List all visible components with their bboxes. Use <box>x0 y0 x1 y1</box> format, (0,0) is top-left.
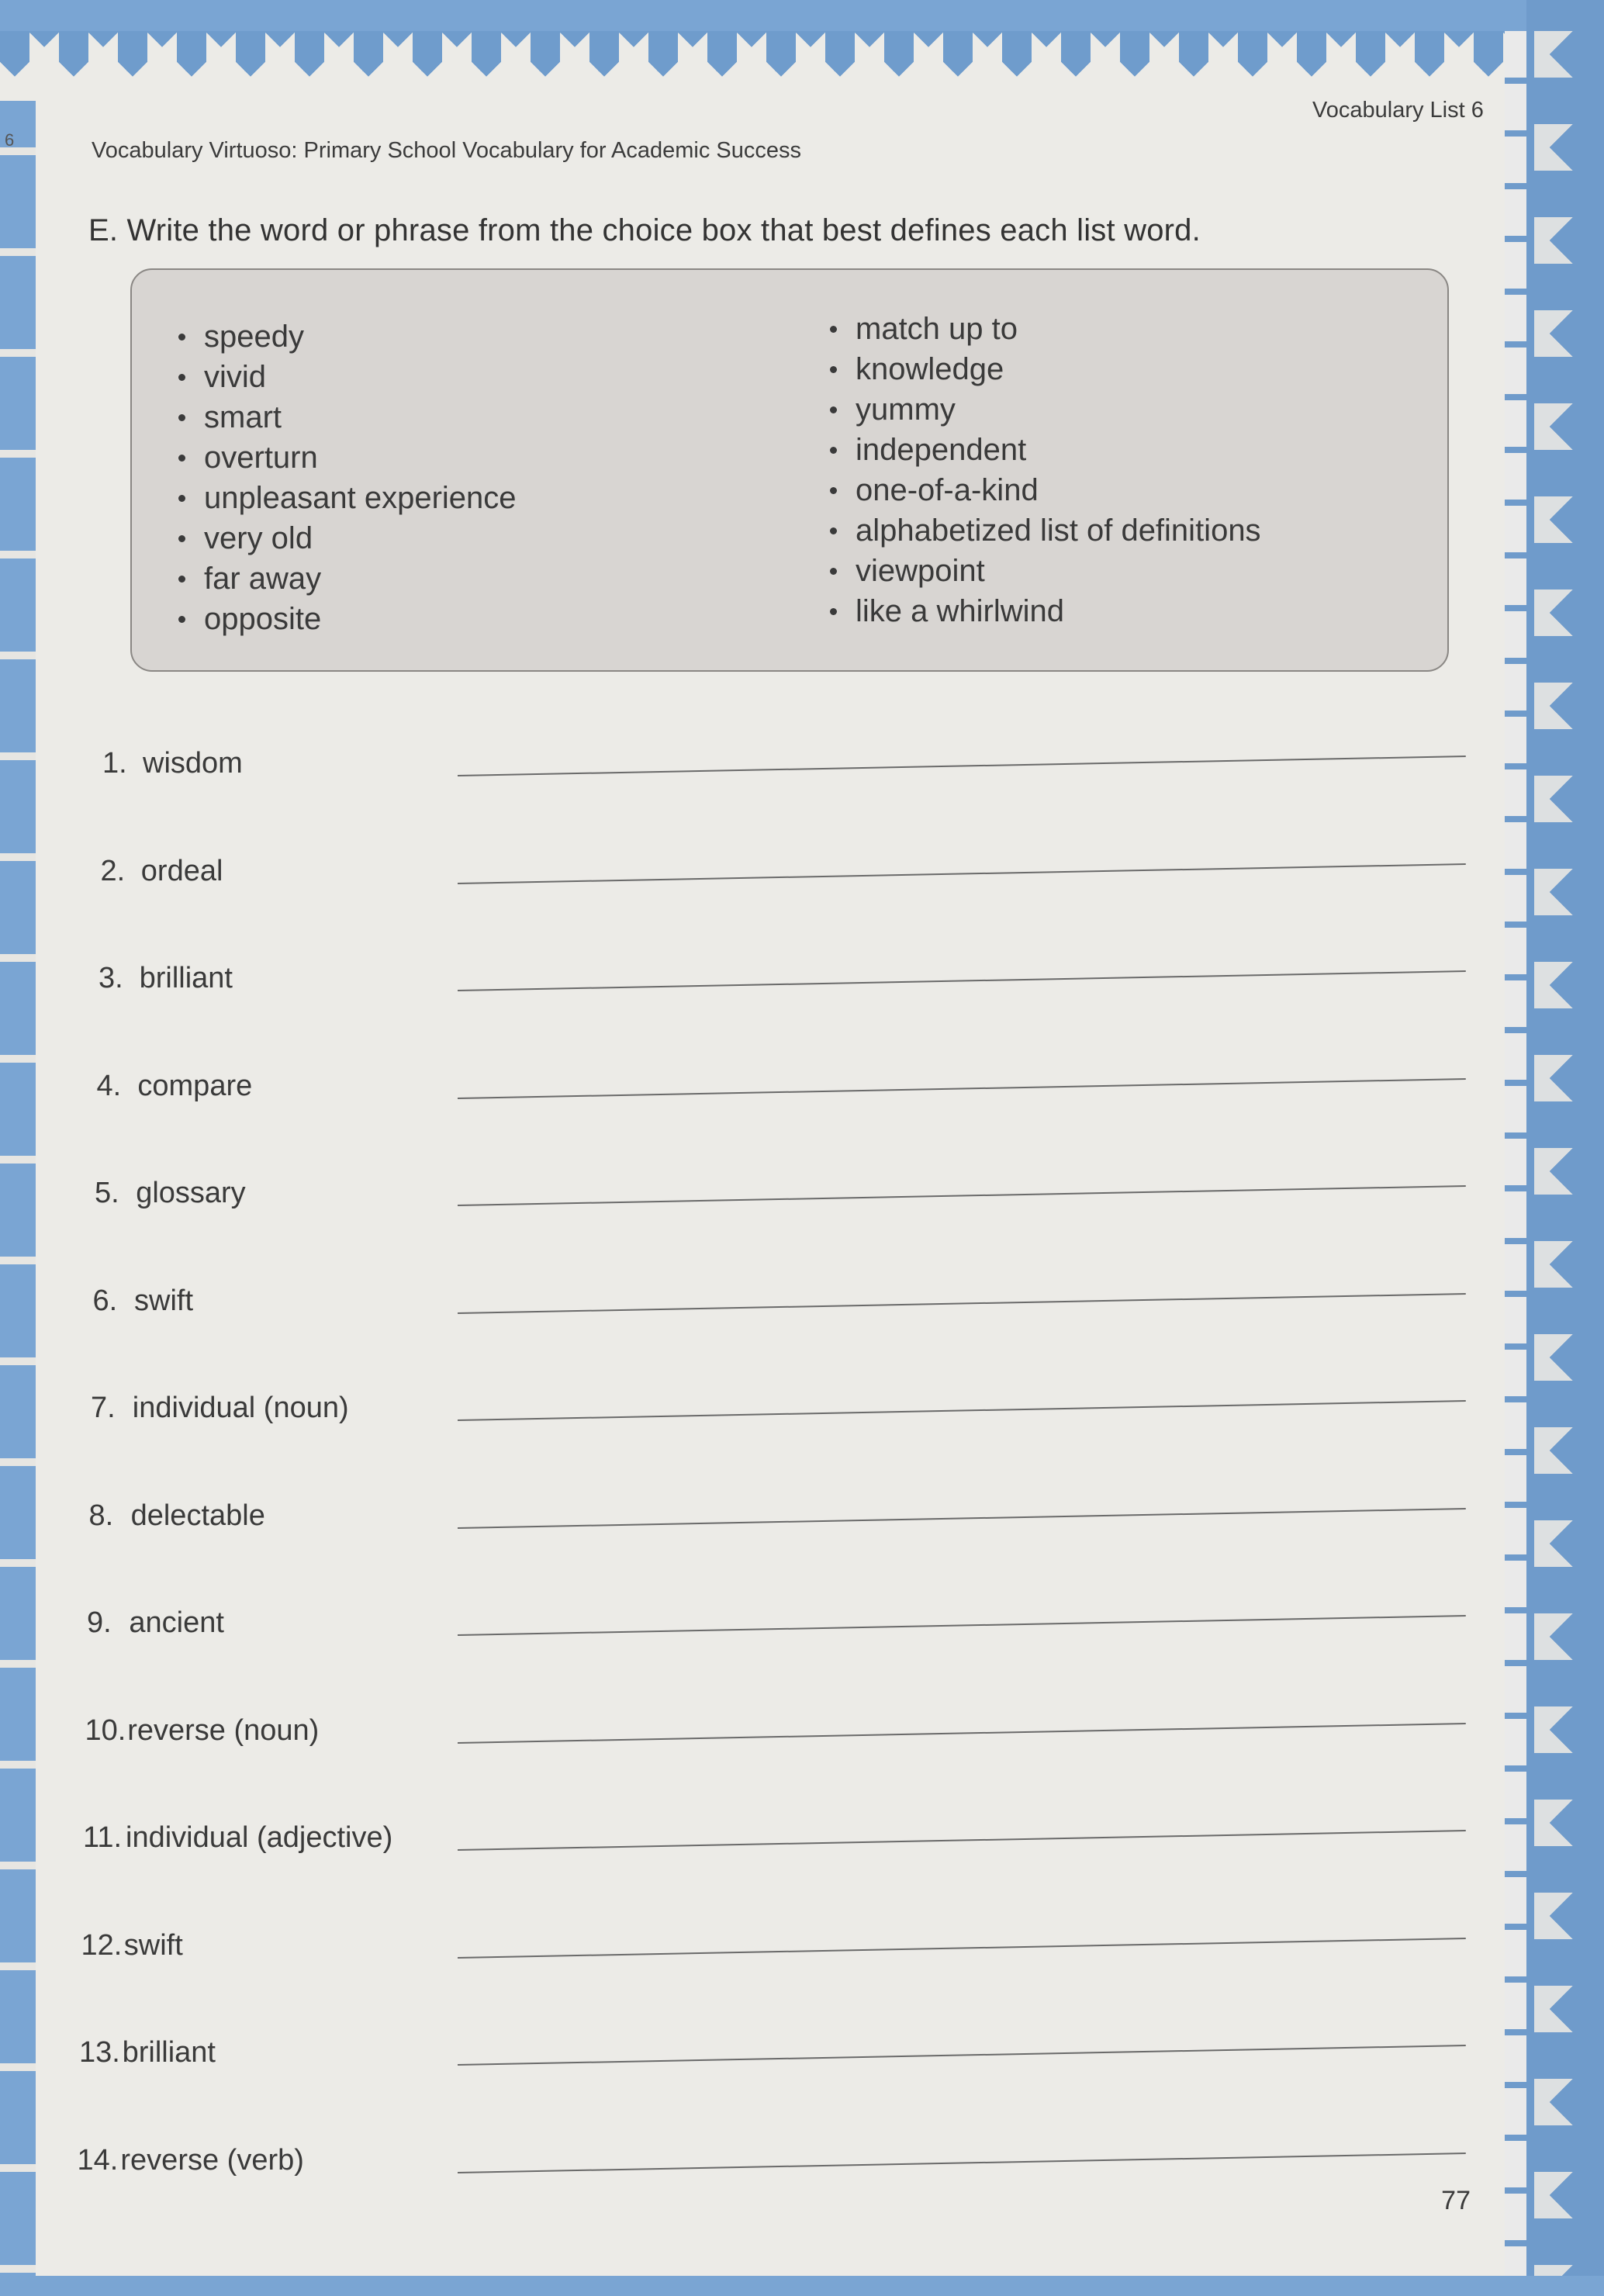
choice-item <box>830 510 1261 551</box>
choice-item <box>830 470 1261 510</box>
answer-line[interactable] <box>458 1078 1466 1099</box>
question-word: glossary <box>136 1177 246 1209</box>
bullet-icon <box>178 616 185 623</box>
choice-text: smart <box>204 399 282 434</box>
question-row <box>0 1278 1604 1385</box>
choice-text: viewpoint <box>856 553 985 588</box>
bullet-icon <box>830 326 837 333</box>
question-number: 11. <box>83 1821 123 1854</box>
answer-line[interactable] <box>458 1723 1466 1744</box>
bullet-icon <box>178 535 185 542</box>
question-number: 3. <box>99 962 123 994</box>
choice-column-left <box>178 316 517 639</box>
answer-line[interactable] <box>458 756 1466 776</box>
question-word: ordeal <box>140 854 223 887</box>
answer-line[interactable] <box>458 1185 1466 1206</box>
choice-text: overturn <box>204 440 318 475</box>
choice-item <box>178 599 517 639</box>
choice-item <box>178 357 517 397</box>
bullet-icon <box>830 568 837 575</box>
bottom-decorative-border <box>0 2276 1604 2296</box>
choice-item <box>178 437 517 478</box>
choice-item <box>178 518 517 558</box>
page-number-right: 77 <box>1441 2186 1471 2215</box>
choice-text: match up to <box>856 311 1018 346</box>
choice-text: knowledge <box>856 351 1004 386</box>
question-word: individual (noun) <box>132 1392 349 1424</box>
question-number: 13. <box>79 2036 120 2069</box>
answer-line[interactable] <box>458 1293 1466 1314</box>
question-word: individual (adjective) <box>126 1821 393 1854</box>
question-word: brilliant <box>139 962 233 994</box>
question-row <box>0 1385 1604 1492</box>
bullet-icon <box>830 406 837 413</box>
choice-text: alphabetized list of definitions <box>856 513 1261 548</box>
bullet-icon <box>178 374 185 381</box>
bullet-icon <box>830 608 837 615</box>
question-word: brilliant <box>122 2036 216 2069</box>
bullet-icon <box>178 334 185 341</box>
question-word: ancient <box>129 1606 224 1639</box>
question-word: compare <box>137 1069 253 1102</box>
question-row <box>0 1815 1604 1922</box>
question-number: 10. <box>85 1713 126 1747</box>
choice-text: yummy <box>856 392 956 427</box>
bullet-icon <box>830 447 837 454</box>
question-number: 4. <box>96 1069 122 1102</box>
top-border-strip <box>0 0 1604 31</box>
answer-line[interactable] <box>458 1938 1466 1959</box>
bullet-icon <box>178 495 185 502</box>
question-row <box>0 2030 1604 2137</box>
question-word: delectable <box>130 1499 265 1532</box>
question-row <box>0 1708 1604 1815</box>
choice-column-right <box>830 309 1261 631</box>
choice-item <box>830 349 1261 389</box>
choice-text: one-of-a-kind <box>856 472 1039 507</box>
question-word: wisdom <box>143 747 243 780</box>
question-number: 6. <box>92 1284 118 1317</box>
question-row <box>0 1170 1604 1278</box>
choice-item <box>830 309 1261 349</box>
question-number: 1. <box>102 747 127 780</box>
question-row <box>0 1923 1604 2030</box>
choice-text: independent <box>856 432 1027 467</box>
question-row <box>0 741 1604 848</box>
bullet-icon <box>178 576 185 583</box>
answer-line[interactable] <box>458 1830 1466 1851</box>
choice-item <box>178 316 517 357</box>
choice-text: very old <box>204 520 313 555</box>
question-row <box>0 1600 1604 1707</box>
question-number: 14. <box>77 2143 119 2177</box>
answer-line[interactable] <box>458 1508 1466 1529</box>
answer-line[interactable] <box>458 1615 1466 1636</box>
choice-item <box>830 389 1261 430</box>
vocabulary-list-label: Vocabulary List 6 <box>1312 98 1484 123</box>
question-word: reverse (noun) <box>127 1713 320 1747</box>
choice-box <box>130 268 1449 672</box>
bullet-icon <box>830 366 837 373</box>
question-word: swift <box>134 1284 193 1317</box>
answer-line[interactable] <box>458 863 1466 884</box>
question-word: reverse (verb) <box>120 2143 304 2177</box>
question-number: 2. <box>100 854 126 887</box>
question-number: 12. <box>81 1928 123 1962</box>
choice-item <box>178 397 517 437</box>
choice-item <box>178 558 517 599</box>
choice-text: far away <box>204 561 322 596</box>
answer-line[interactable] <box>458 1400 1466 1421</box>
question-row <box>0 849 1604 956</box>
question-row <box>0 2138 1604 2245</box>
question-number: 5. <box>95 1177 119 1209</box>
question-number: 7. <box>91 1392 116 1424</box>
question-number: 9. <box>87 1606 112 1639</box>
book-title: Vocabulary Virtuoso: Primary School Vocabulary for Academic Success <box>92 138 802 163</box>
bullet-icon <box>178 455 185 462</box>
answer-line[interactable] <box>458 970 1466 991</box>
choice-text: unpleasant experience <box>204 480 517 515</box>
question-row <box>0 1493 1604 1600</box>
choice-item <box>830 430 1261 470</box>
question-row <box>0 956 1604 1063</box>
question-word: swift <box>123 1928 183 1962</box>
bullet-icon <box>830 487 837 494</box>
exercise-instruction: E. Write the word or phrase from the choice box that best defines each list word. <box>88 213 1201 247</box>
choice-text: vivid <box>204 359 267 394</box>
choice-item <box>830 551 1261 591</box>
choice-item <box>178 478 517 518</box>
answer-line[interactable] <box>458 2045 1466 2066</box>
choice-item <box>830 591 1261 631</box>
page-number-left: 6 <box>5 130 15 150</box>
question-row <box>0 1063 1604 1170</box>
choice-text: opposite <box>204 601 322 636</box>
bullet-icon <box>830 527 837 534</box>
choice-text: like a whirlwind <box>856 593 1064 628</box>
question-number: 8. <box>88 1499 114 1532</box>
answer-line[interactable] <box>458 2152 1466 2173</box>
bullet-icon <box>178 414 185 421</box>
choice-text: speedy <box>204 319 304 354</box>
